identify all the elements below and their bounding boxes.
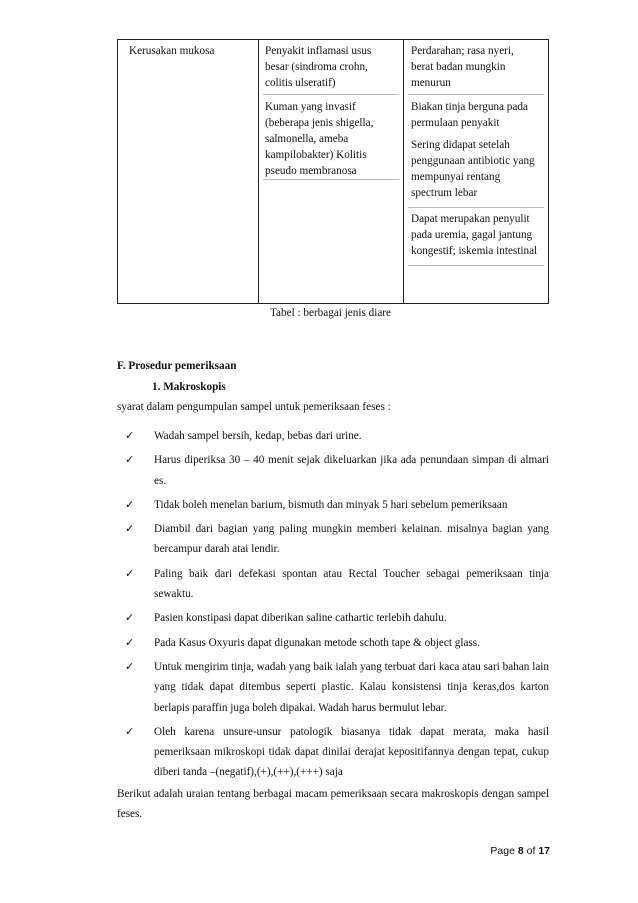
table-caption: Tabel : berbagai jenis diare <box>270 307 391 319</box>
checkmark-icon: ✓ <box>125 497 135 511</box>
list-item: ✓ Harus diperiksa 30 – 40 menit sejak dikeluarkan jika ada penundaan simpan di almari es. <box>117 450 549 491</box>
list-item: ✓ Diambil dari bagian yang paling mungkin memberi kelainan. misalnya bagian yang bercampur darah atai lendir. <box>117 519 549 560</box>
page-number: Page 8 of 17 <box>490 845 550 857</box>
table-inner-divider <box>263 179 399 180</box>
intro-text: syarat dalam pengumpulan sampel untuk pemeriksaan feses : <box>117 401 391 413</box>
list-item: ✓ Untuk mengirim tinja, wadah yang baik ialah yang terbuat dari kaca atau sari bahan lain yang tidak dapat ditembus seperti plastic. Kalau konsistensi tinja keras,dos karton berlapis paraffin juga boleh dipakai. Wadah harus bermulut lebar. <box>117 657 549 718</box>
table-cell-cause: Kuman yang invasif (beberapa jenis shigella, salmonella, ameba kampilobakter) Kolitis pseudo membranosa <box>265 101 374 177</box>
table-col-divider-2 <box>403 39 404 303</box>
list-item: ✓ Pada Kasus Oxyuris dapat digunakan metode schoth tape & object glass. <box>117 633 549 653</box>
table-cell-cause: Penyakit inflamasi usus besar (sindroma crohn, colitis ulseratif) <box>265 45 372 89</box>
list-item: ✓ Wadah sampel bersih, kedap, bebas dari urine. <box>117 426 549 446</box>
checkmark-icon: ✓ <box>125 724 135 738</box>
table-cell-note: Dapat merupakan penyulit pada uremia, gagal jantung kongestif; iskemia intestinal <box>411 213 538 257</box>
checkmark-icon: ✓ <box>125 611 135 625</box>
table-inner-divider <box>263 94 399 95</box>
table-left-border <box>117 39 118 303</box>
table-inner-divider <box>408 94 544 95</box>
closing-text: Berikut adalah uraian tentang berbagai macam pemeriksaan secara makroskopis dengan sampel feses. <box>117 788 549 820</box>
subsection-heading: 1. Makroskopis <box>152 381 226 393</box>
table-top-border <box>117 39 549 40</box>
diarrhea-table <box>117 39 549 303</box>
list-item: ✓ Oleh karena unsure-unsur patologik biasanya tidak dapat merata, maka hasil pemeriksaan mikroskopi tidak dapat dinilai derajat kepositifannya dengan tepat, cukup diberi tanda –(negatif),(+),(++),(+++) saja <box>117 722 549 783</box>
table-inner-divider <box>408 207 544 208</box>
table-bottom-border <box>117 303 549 304</box>
checkmark-icon: ✓ <box>125 566 135 580</box>
section-heading: F. Prosedur pemeriksaan <box>117 360 237 372</box>
checkmark-icon: ✓ <box>125 635 135 649</box>
checkmark-icon: ✓ <box>125 429 135 442</box>
table-cell-condition: Kerusakan mukosa <box>129 45 215 57</box>
checkmark-icon: ✓ <box>125 453 135 467</box>
table-cell-note: Perdarahan; rasa nyeri, berat badan mungkin menurun <box>411 45 514 89</box>
table-right-border <box>548 39 549 303</box>
table-cell-note: Biakan tinja berguna pada permulaan penyakit <box>411 101 528 129</box>
list-item: ✓ Paling baik dari defekasi spontan atau Rectal Toucher sebagai pemeriksaan tinja sewaktu. <box>117 564 549 605</box>
table-inner-divider <box>408 265 544 266</box>
list-item: ✓ Pasien konstipasi dapat diberikan saline cathartic terlebih dahulu. <box>117 608 549 628</box>
list-item: ✓ Tidak boleh menelan barium, bismuth dan minyak 5 hari sebelum pemeriksaan <box>117 495 549 515</box>
table-col-divider-1 <box>258 39 259 303</box>
requirements-list <box>117 426 549 787</box>
checkmark-icon: ✓ <box>125 659 135 673</box>
checkmark-icon: ✓ <box>125 522 135 536</box>
table-cell-note: Sering didapat setelah penggunaan antibiotic yang mempunyai rentang spectrum lebar <box>411 139 535 199</box>
